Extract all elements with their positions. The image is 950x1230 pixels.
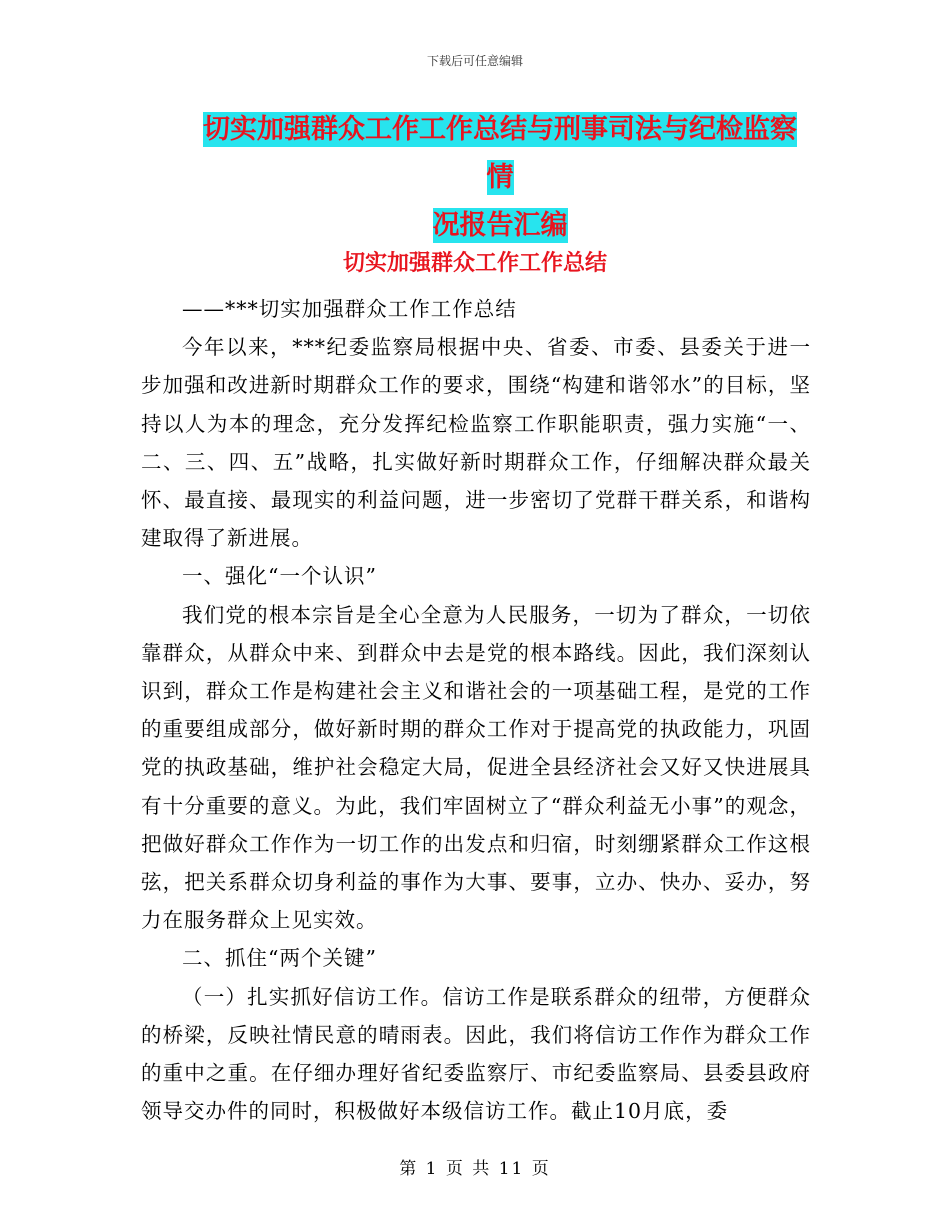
- paragraph-subheading: ——***切实加强群众工作工作总结: [182, 297, 517, 321]
- heading-two: 二、抓住“两个关键”: [182, 946, 377, 971]
- paragraph-two: （一）扎实抓好信访工作。信访工作是联系群众的纽带，方便群众的桥梁，反映社情民意的晴雨表。因此，我们将信访工作作为群众工作的重中之重。在仔细办理好省纪委监察厅、市纪委监察局、县委县政府领导交办件的同时，积极做好本级信访工作。截止10月底，委: [141, 984, 811, 1124]
- document-title: [190, 106, 810, 250]
- page-footer: 第 1 页 共 11 页: [399, 1159, 551, 1179]
- paragraph-intro: 今年以来，***纪委监察局根据中央、省委、市委、县委关于进一步加强和改进新时期群众工作的要求，围绕“构建和谐邻水”的目标，坚持以人为本的理念，充分发挥纪检监察工作职能职责，强力实施“一、二、三、四、五”战略，扎实做好新时期群众工作，仔细解决群众最关怀、最直接、最现实的利益问题，进一步密切了党群干群关系，和谐构建取得了新进展。: [141, 335, 811, 551]
- title-line-1: 切实加强群众工作工作总结与刑事司法与纪检监察情: [203, 114, 797, 193]
- body-text: [141, 290, 811, 1130]
- section-title: 切实加强群众工作工作总结: [342, 250, 607, 276]
- page-header: 下载后可任意编辑: [426, 54, 523, 68]
- heading-one: 一、强化“一个认识”: [182, 564, 377, 589]
- paragraph-one: 我们党的根本宗旨是全心全意为人民服务，一切为了群众，一切依靠群众，从群众中来、到群众中去是党的根本路线。因此，我们深刻认识到，群众工作是构建社会主义和谐社会的一项基础工程，是党的工作的重要组成部分，做好新时期的群众工作对于提高党的执政能力，巩固党的执政基础，维护社会稳定大局，促进全县经济社会又好又快进展具有十分重要的意义。为此，我们牢固树立了“群众利益无小事”的观念，把做好群众工作作为一切工作的出发点和归宿，时刻绷紧群众工作这根弦，把关系群众切身利益的事作为大事、要事，立办、快办、妥办，努力在服务群众上见实效。: [141, 602, 811, 933]
- title-line-2: 况报告汇编: [432, 210, 568, 241]
